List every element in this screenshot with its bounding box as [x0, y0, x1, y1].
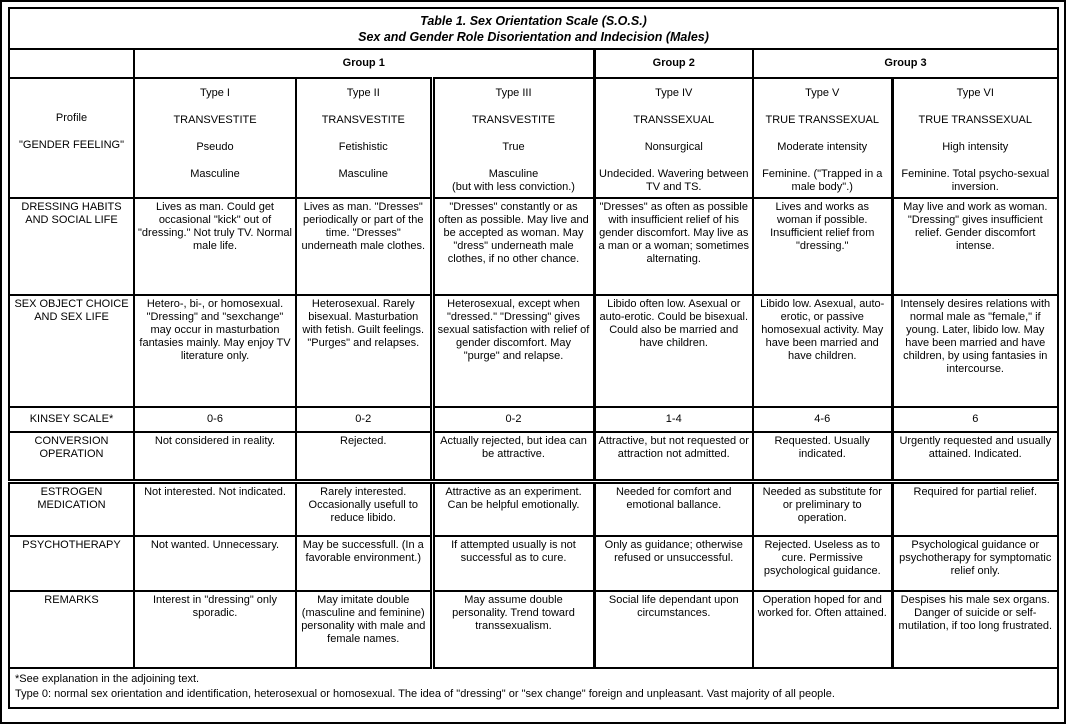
row-kinsey-scale: [9, 407, 1058, 432]
table-cell: May assume double personality. Trend toward transsexualism.: [432, 591, 594, 668]
row-sex-object: [9, 295, 1058, 407]
table-cell: Rejected. Useless as to cure. Permissive psychological guidance.: [753, 536, 892, 591]
type-feeling: Undecided. Wavering between TV and TS.: [599, 168, 749, 193]
table-cell: May live and work as woman. "Dressing" gives insufficient relief. Gender discomfort intense.: [892, 198, 1058, 295]
table-cell: Libido low. Asexual, auto-erotic, or passive homosexual activity. May have been married and have children.: [753, 295, 892, 407]
row-conversion-operation: [9, 432, 1058, 481]
type-subtype: Moderate intensity: [777, 141, 868, 153]
type-subtype: Nonsurgical: [644, 141, 703, 153]
table-cell: Needed as substitute for or preliminary to operation.: [753, 481, 892, 536]
title-row: [9, 8, 1058, 49]
table-cell: Heterosexual, except when "dressed." "Dressing" gives sexual satisfaction with relief of gender discomfort. May "purge" and relapse.: [432, 295, 594, 407]
type-feeling: Masculine: [488, 168, 539, 180]
type-feeling-cont: (but with less conviction.): [452, 181, 575, 193]
table-cell: Operation hoped for and worked for. Often attained.: [753, 591, 892, 668]
group2-header: Group 2: [594, 49, 753, 78]
table-cell: Libido often low. Asexual or auto-erotic. Could be bisexual. Could also be married and have children.: [594, 295, 753, 407]
row-label: CONVERSION OPERATION: [9, 432, 134, 481]
table-cell: If attempted usually is not successful as to cure.: [432, 536, 594, 591]
type-subtype: True: [502, 141, 525, 153]
table-cell: Lives and works as woman if possible. Insufficient relief from "dressing.": [753, 198, 892, 295]
gender-feeling-label: "GENDER FEELING": [19, 139, 124, 151]
profile-row-label: [9, 78, 134, 198]
table-cell: Interest in "dressing" only sporadic.: [134, 591, 296, 668]
table-cell: Only as guidance; otherwise refused or unsuccessful.: [594, 536, 753, 591]
group-row-spacer: [9, 49, 134, 78]
footnote-type0: Type 0: normal sex orientation and identification, heterosexual or homosexual. The idea of "dressing" or "sex change" foreign and unpleasant. Vast majority of all people.: [15, 688, 835, 700]
table-cell: 0-6: [134, 407, 296, 432]
header-type-5: [753, 78, 892, 198]
type-category: TRUE TRANSSEXUAL: [765, 114, 879, 126]
footnote-asterisk: *See explanation in the adjoining text.: [15, 673, 200, 685]
table-cell: Lives as man. Could get occasional "kick" out of "dressing." Not truly TV. Normal male life.: [134, 198, 296, 295]
header-type-2: [296, 78, 432, 198]
table-cell: 6: [892, 407, 1058, 432]
type-label: Type I: [200, 87, 230, 99]
table-title-line1: Table 1. Sex Orientation Scale (S.O.S.): [420, 14, 647, 28]
table-cell: Not considered in reality.: [134, 432, 296, 481]
footnote-cell: [9, 668, 1058, 708]
type-label: Type V: [805, 87, 840, 99]
title-cell: [9, 8, 1058, 49]
table-cell: "Dresses" as often as possible with insufficient relief of his gender discomfort. May live as a man or a woman; sometimes alternating.: [594, 198, 753, 295]
row-remarks: [9, 591, 1058, 668]
table-cell: Psychological guidance or psychotherapy for symptomatic relief only.: [892, 536, 1058, 591]
table-cell: Rejected.: [296, 432, 432, 481]
table-cell: Attractive, but not requested or attraction not admitted.: [594, 432, 753, 481]
table-cell: Attractive as an experiment. Can be helpful emotionally.: [432, 481, 594, 536]
type-feeling: Masculine: [190, 168, 240, 180]
type-feeling: Feminine. Total psycho-sexual inversion.: [901, 168, 1050, 193]
type-feeling: Feminine. ("Trapped in a male body".): [762, 168, 883, 193]
row-label: KINSEY SCALE*: [9, 407, 134, 432]
footnote-row: [9, 668, 1058, 708]
table-title-line2: Sex and Gender Role Disorientation and Indecision (Males): [358, 30, 709, 44]
table-cell: 0-2: [432, 407, 594, 432]
group1-header: Group 1: [134, 49, 594, 78]
type-label: Type IV: [655, 87, 693, 99]
table-cell: Actually rejected, but idea can be attractive.: [432, 432, 594, 481]
type-label: Type III: [495, 87, 532, 99]
type-feeling: Masculine: [338, 168, 389, 180]
table-cell: 4-6: [753, 407, 892, 432]
table-cell: Rarely interested. Occasionally usefull to reduce libido.: [296, 481, 432, 536]
table-cell: Requested. Usually indicated.: [753, 432, 892, 481]
type-category: TRANSSEXUAL: [633, 114, 715, 126]
table-cell: May be successfull. (In a favorable environment.): [296, 536, 432, 591]
profile-header-row: [9, 78, 1058, 198]
row-label: SEX OBJECT CHOICE AND SEX LIFE: [9, 295, 134, 407]
header-type-6: [892, 78, 1058, 198]
type-subtype: Pseudo: [196, 141, 234, 153]
type-category: TRUE TRANSSEXUAL: [918, 114, 1033, 126]
table-cell: Required for partial relief.: [892, 481, 1058, 536]
row-label: PSYCHOTHERAPY: [9, 536, 134, 591]
table-cell: Not wanted. Unnecessary.: [134, 536, 296, 591]
type-category: TRANSVESTITE: [173, 114, 257, 126]
group3-header: Group 3: [753, 49, 1058, 78]
group-header-row: [9, 49, 1058, 78]
row-label: REMARKS: [9, 591, 134, 668]
row-estrogen-medication: [9, 481, 1058, 536]
type-category: TRANSVESTITE: [471, 114, 556, 126]
table-cell: Lives as man. "Dresses" periodically or part of the time. "Dresses" underneath male clothes.: [296, 198, 432, 295]
type-label: Type VI: [956, 87, 994, 99]
table-cell: Social life dependant upon circumstances.: [594, 591, 753, 668]
type-subtype: High intensity: [942, 141, 1009, 153]
row-dressing-habits: [9, 198, 1058, 295]
type-subtype: Fetishistic: [338, 141, 388, 153]
table-cell: Heterosexual. Rarely bisexual. Masturbation with fetish. Guilt feelings. "Purges" and relapses.: [296, 295, 432, 407]
table-cell: Hetero-, bi-, or homosexual. "Dressing" and "sexchange" may occur in masturbation fantasies mainly. May enjoy TV literature only.: [134, 295, 296, 407]
row-label: ESTROGEN MEDICATION: [9, 481, 134, 536]
sos-table: [8, 7, 1059, 709]
table-cell: Despises his male sex organs. Danger of suicide or self-mutilation, if too long frustrated.: [892, 591, 1058, 668]
header-type-3: [432, 78, 594, 198]
type-category: TRANSVESTITE: [321, 114, 405, 126]
row-label: DRESSING HABITS AND SOCIAL LIFE: [9, 198, 134, 295]
table-cell: Urgently requested and usually attained. Indicated.: [892, 432, 1058, 481]
profile-label: Profile: [55, 112, 88, 124]
table-cell: Not interested. Not indicated.: [134, 481, 296, 536]
table-cell: May imitate double (masculine and feminine) personality with male and female names.: [296, 591, 432, 668]
header-type-4: [594, 78, 753, 198]
type-label: Type II: [346, 87, 380, 99]
table-cell: Intensely desires relations with normal male as "female," if young. Later, libido low. May have been married and have children, by using fantasies in intercourse.: [892, 295, 1058, 407]
table-cell: Needed for comfort and emotional ballance.: [594, 481, 753, 536]
header-type-1: [134, 78, 296, 198]
row-psychotherapy: [9, 536, 1058, 591]
table-cell: 0-2: [296, 407, 432, 432]
table-cell: 1-4: [594, 407, 753, 432]
table-cell: "Dresses" constantly or as often as possible. May live and be accepted as woman. May "dress" underneath male clothes, if no other chance.: [432, 198, 594, 295]
